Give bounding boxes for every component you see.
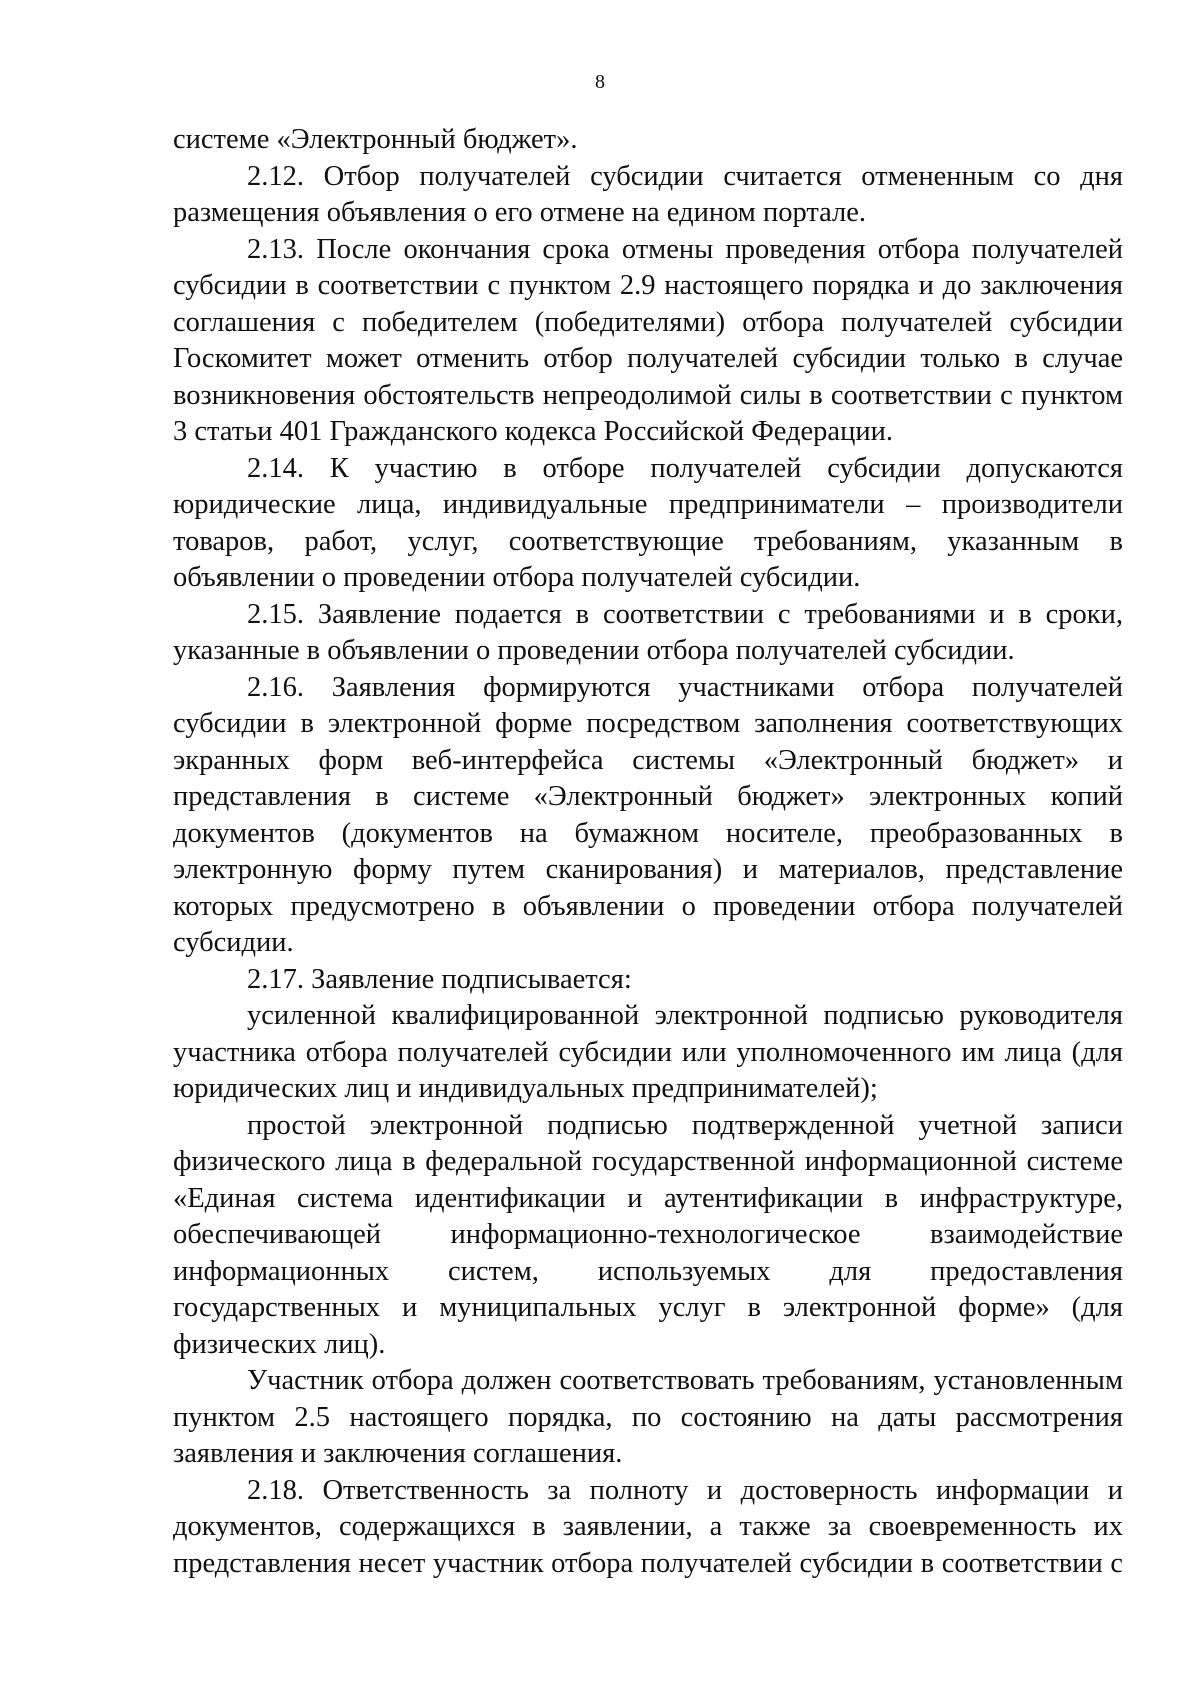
- paragraph-2-15: 2.15. Заявление подается в соответствии с требованиями и в сроки, указанные в объявлении о проведении отбора получателей субсидии.: [173, 598, 1123, 666]
- paragraph-2-17: 2.17. Заявление подписывается:: [247, 963, 632, 995]
- page-number: 8: [595, 71, 605, 93]
- paragraph-simple-signature: простой электронной подписью подтвержденной учетной записи физического лица в федеральной государственной информационной системе «Единая система идентификации и аутентификации в инфраструктуре, обеспечивающей информационно-технологическое взаимодействие информационных систем, используемых для предоставления государственных и муниципальных услуг в электронной форме» (для физических лиц).: [173, 1109, 1123, 1360]
- paragraph-2-14: 2.14. К участию в отборе получателей субсидии допускаются юридические лица, индивидуальные предприниматели – производители товаров, работ, услуг, соответствующие требованиям, указанным в объявлении о проведении отбора получателей субсидии.: [173, 452, 1123, 593]
- paragraph-continuation: системе «Электронный бюджет».: [173, 124, 578, 155]
- paragraph-participant-requirements: Участник отбора должен соответствовать требованиям, установленным пунктом 2.5 настоящего порядка, по состоянию на даты рассмотрения заявления и заключения соглашения.: [173, 1365, 1123, 1469]
- paragraph-2-12: 2.12. Отбор получателей субсидии считается отмененным со дня размещения объявления о его отмене на едином портале.: [173, 160, 1123, 228]
- paragraph-2-18: 2.18. Ответственность за полноту и достоверность информации и документов, содержащихся в заявлении, а также за своевременность их представления несет участник отбора получателей субсидии в соответствии с: [173, 1474, 1123, 1579]
- document-body: [173, 122, 1123, 1582]
- paragraph-qualified-signature: усиленной квалифицированной электронной подписью руководителя участника отбора получателей субсидии или уполномоченного им лица (для юридических лиц и индивидуальных предпринимателей);: [173, 1000, 1123, 1104]
- paragraph-2-16: 2.16. Заявления формируются участниками отбора получателей субсидии в электронной форме посредством заполнения соответствующих экранных форм веб-интерфейса системы «Электронный бюджет» и представления в системе «Электронный бюджет» электронных копий документов (документов на бумажном носителе, преобразованных в электронную форму путем сканирования) и материалов, представление которых предусмотрено в объявлении о проведении отбора получателей субсидии.: [173, 671, 1123, 958]
- paragraph-2-13: 2.13. После окончания срока отмены проведения отбора получателей субсидии в соответствии с пунктом 2.9 настоящего порядка и до заключения соглашения с победителем (победителями) отбора получателей субсидии Госкомитет может отменить отбор получателей субсидии только в случае возникновения обстоятельств непреодолимой силы в соответствии с пунктом 3 статьи 401 Гражданского кодекса Российской Федерации.: [173, 233, 1123, 447]
